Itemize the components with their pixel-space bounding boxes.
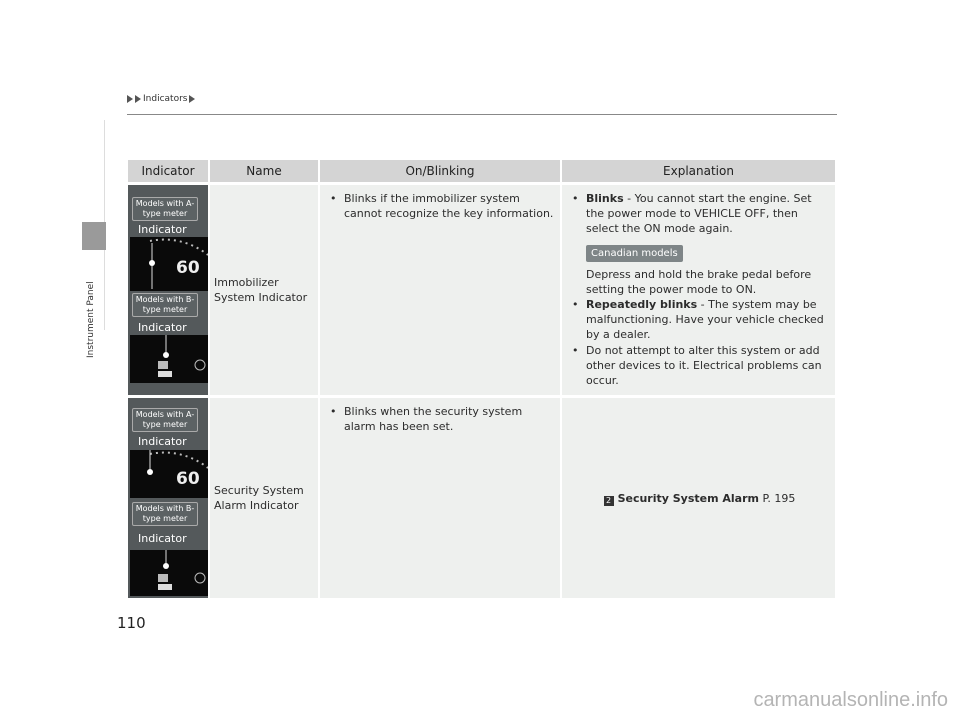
repeatedly-blinks-text: - The system may be malfunctioning. Have your vehicle checked by a dealer. [586, 298, 824, 341]
bullet-icon: • [330, 192, 337, 205]
bullet-icon: • [572, 298, 579, 311]
explanation-cell [562, 185, 835, 395]
table-row [128, 185, 835, 395]
indicator-table [126, 157, 837, 601]
speedometer-a-icon [130, 237, 208, 291]
table-header-row [128, 160, 835, 182]
breadcrumb-link[interactable]: Indicators [143, 94, 188, 104]
explanation-cell [562, 398, 835, 598]
header-rule [127, 114, 837, 115]
reference-arrow-icon: 2 [604, 496, 614, 506]
header-on-blinking: On/Blinking [320, 160, 560, 182]
indicator-name-cell [210, 398, 318, 598]
models-a-badge: Models with A-type meter [132, 197, 198, 221]
warning-text: Do not attempt to alter this system or add other devices to it. Electrical problems can occur. [586, 344, 822, 387]
reference-link[interactable]: Security System Alarm [617, 491, 759, 505]
canadian-models-badge: Canadian models [586, 245, 683, 262]
chevron-right-icon [135, 95, 141, 103]
chevron-right-icon [127, 95, 133, 103]
models-b-badge: Models with B-type meter [132, 293, 198, 317]
header-name: Name [210, 160, 318, 182]
meter-b-icon [130, 550, 208, 596]
indicator-label-a: Indicator [138, 435, 187, 448]
reference-page: P. 195 [762, 491, 796, 505]
breadcrumb [127, 94, 195, 104]
chapter-tab [82, 222, 106, 250]
blinks-text: - You cannot start the engine. Set the power mode to VEHICLE OFF, then select the ON mode again. [586, 192, 812, 235]
header-explanation: Explanation [562, 160, 835, 182]
indicator-name-cell [210, 185, 318, 395]
models-b-badge: Models with B-type meter [132, 502, 198, 526]
indicator-image-cell [128, 185, 208, 395]
svg-text:60: 60 [176, 469, 200, 489]
speedometer-a-icon [130, 450, 208, 498]
indicator-name: Immobilizer System Indicator [214, 276, 308, 304]
on-blinking-text: Blinks when the security system alarm has been set. [344, 405, 523, 433]
models-a-badge: Models with A-type meter [132, 408, 198, 432]
indicator-image-cell [128, 398, 208, 598]
svg-text:60: 60 [176, 258, 200, 278]
on-blinking-cell [320, 185, 560, 395]
gauge-illustration [128, 185, 208, 385]
meter-b-icon [130, 335, 208, 383]
header-indicator: Indicator [128, 160, 208, 182]
bullet-icon: • [572, 344, 579, 357]
chevron-right-icon [189, 95, 195, 103]
indicator-label-a: Indicator [138, 223, 187, 236]
canadian-models-text: Depress and hold the brake pedal before setting the power mode to ON. [586, 268, 812, 296]
on-blinking-cell [320, 398, 560, 598]
watermark: carmanualsonline.info [753, 689, 948, 711]
page-number: 110 [117, 614, 146, 632]
bullet-icon: • [330, 405, 337, 418]
blinks-label: Blinks [586, 192, 624, 205]
on-blinking-text: Blinks if the immobilizer system cannot recognize the key information. [344, 192, 554, 220]
indicator-label-b: Indicator [138, 532, 187, 545]
bullet-icon: • [572, 192, 579, 205]
repeatedly-blinks-label: Repeatedly blinks [586, 298, 698, 311]
chapter-label: Instrument Panel [86, 281, 96, 358]
gauge-illustration [128, 398, 208, 598]
table-row [128, 398, 835, 598]
indicator-label-b: Indicator [138, 321, 187, 334]
indicator-name: Security System Alarm Indicator [214, 484, 304, 512]
